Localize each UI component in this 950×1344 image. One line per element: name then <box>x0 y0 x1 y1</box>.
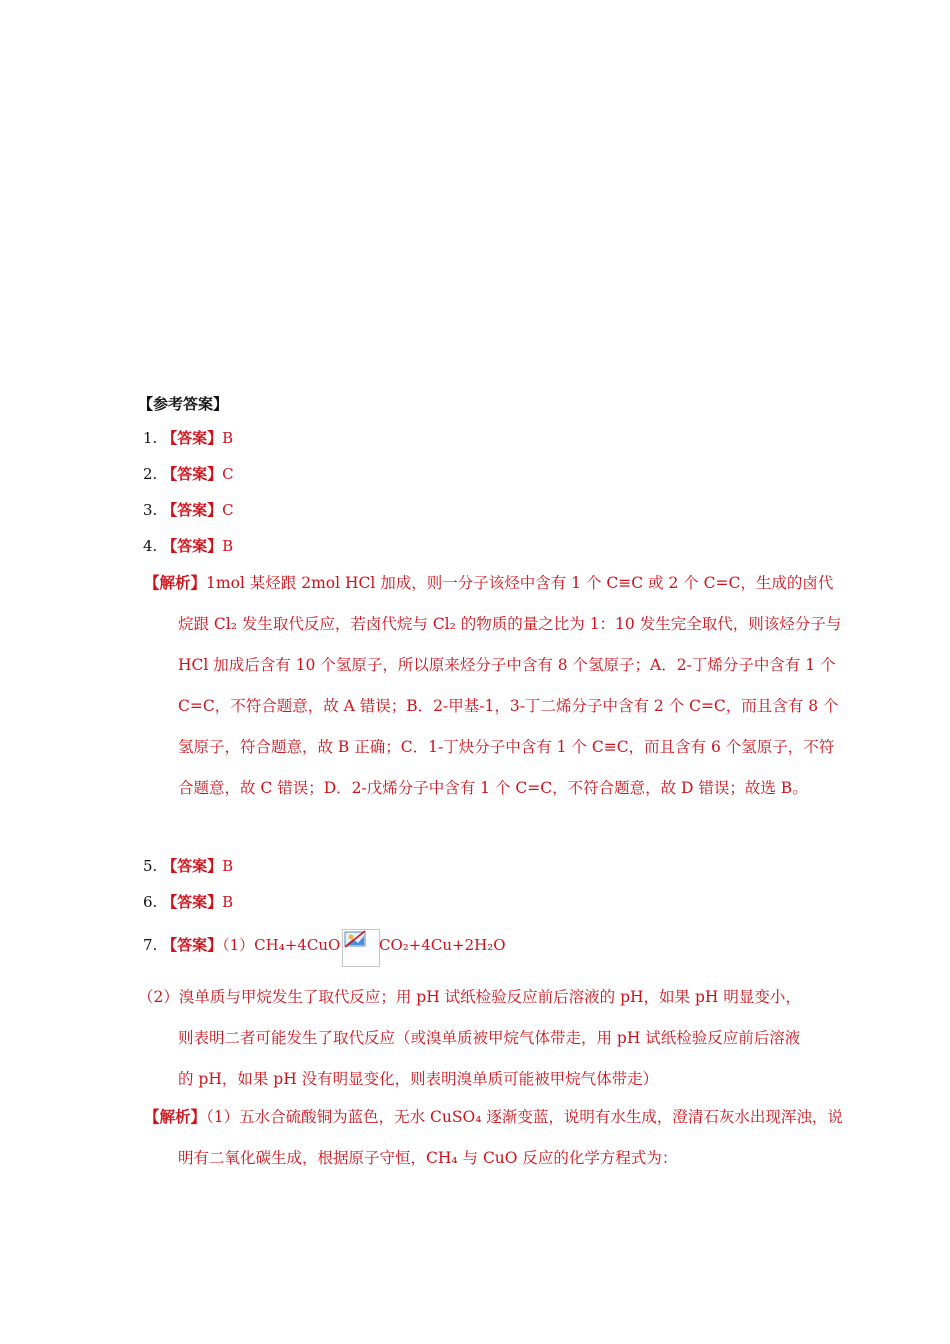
answer-row <box>143 428 233 448</box>
answer-tag: 【答案】 <box>162 429 223 447</box>
answer-value: B <box>222 893 234 911</box>
answer-tag: 【答案】 <box>162 893 223 911</box>
analysis-tag: 【解析】 <box>144 1107 207 1126</box>
answer-value: B <box>222 857 234 875</box>
equation-right: CO₂+4Cu+2H₂O <box>379 936 506 954</box>
answer-number: 3. <box>143 501 158 519</box>
answer-tag: 【答案】 <box>162 501 223 519</box>
analysis-tag: 【解析】 <box>144 573 207 592</box>
part1-label: （1） <box>222 936 255 954</box>
answer-row-q7 <box>143 935 340 955</box>
q7-part2-paragraph: （2）溴单质与甲烷发生了取代反应；用 pH 试纸检验反应前后溶液的 pH，如果 pH 明显变小，则表明二者可能发生了取代反应（或溴单质被甲烷气体带走，用 pH 试纸检验反应前后溶液的 pH，如果 pH 没有明显变化，则表明溴单质可能被甲烷气体带走） <box>138 988 801 1088</box>
answer-row <box>143 856 233 876</box>
answer-value: B <box>222 537 234 555</box>
answer-row <box>143 892 233 912</box>
analysis-paragraph <box>144 562 848 809</box>
q7-analysis-paragraph <box>144 1096 848 1179</box>
answer-tag: 【答案】 <box>162 936 223 954</box>
analysis-text: （1）五水合硫酸铜为蓝色，无水 CuSO₄ 逐渐变蓝，说明有水生成，澄清石灰水出现浑浊，说明有二氧化碳生成，根据原子守恒，CH₄ 与 CuO 反应的化学方程式为： <box>178 1108 843 1167</box>
answer-row <box>143 536 233 556</box>
answer-number: 1. <box>143 429 158 447</box>
answer-number: 2. <box>143 465 158 483</box>
broken-image-icon <box>343 930 379 966</box>
analysis-text: 1mol 某烃跟 2mol HCl 加成，则一分子该烃中含有 1 个 C≡C 或 2 个 C=C，生成的卤代烷跟 Cl₂ 发生取代反应，若卤代烷与 Cl₂ 的物质的量之比为 1：10 发生完全取代，则该烃分子与 HCl 加成后含有 10 个氢原子，所以原来烃分子中含有 8 个氢原子；A．2-丁烯分子中含有 1 个 C=C，不符合题意，故 A 错误；B．2-甲基-1，3-丁二烯分子中含有 2 个 C=C，而且含有 8 个氢原子，符合题意，故 B 正确；C．1-丁炔分子中含有 1 个 C≡C，而且含有 6 个氢原子，不符合题意，故 C 错误；D．2-戊烯分子中含有 1 个 C=C，不符合题意，故 D 错误；故选 B。 <box>178 574 842 797</box>
answer-tag: 【答案】 <box>162 465 223 483</box>
section-heading: 【参考答案】 <box>138 395 229 413</box>
answer-number: 5. <box>143 857 158 875</box>
answer-row <box>143 464 234 484</box>
answer-value: C <box>222 465 234 483</box>
answer-number: 4. <box>143 537 158 555</box>
answer-number: 6. <box>143 893 158 911</box>
answer-value: B <box>222 429 234 447</box>
answer-number: 7. <box>143 936 158 954</box>
answer-tag: 【答案】 <box>162 857 223 875</box>
answer-row <box>143 500 234 520</box>
reaction-condition-image <box>342 929 380 967</box>
answer-value: C <box>222 501 234 519</box>
answer-tag: 【答案】 <box>162 537 223 555</box>
equation-left: CH₄+4CuO <box>254 936 341 954</box>
